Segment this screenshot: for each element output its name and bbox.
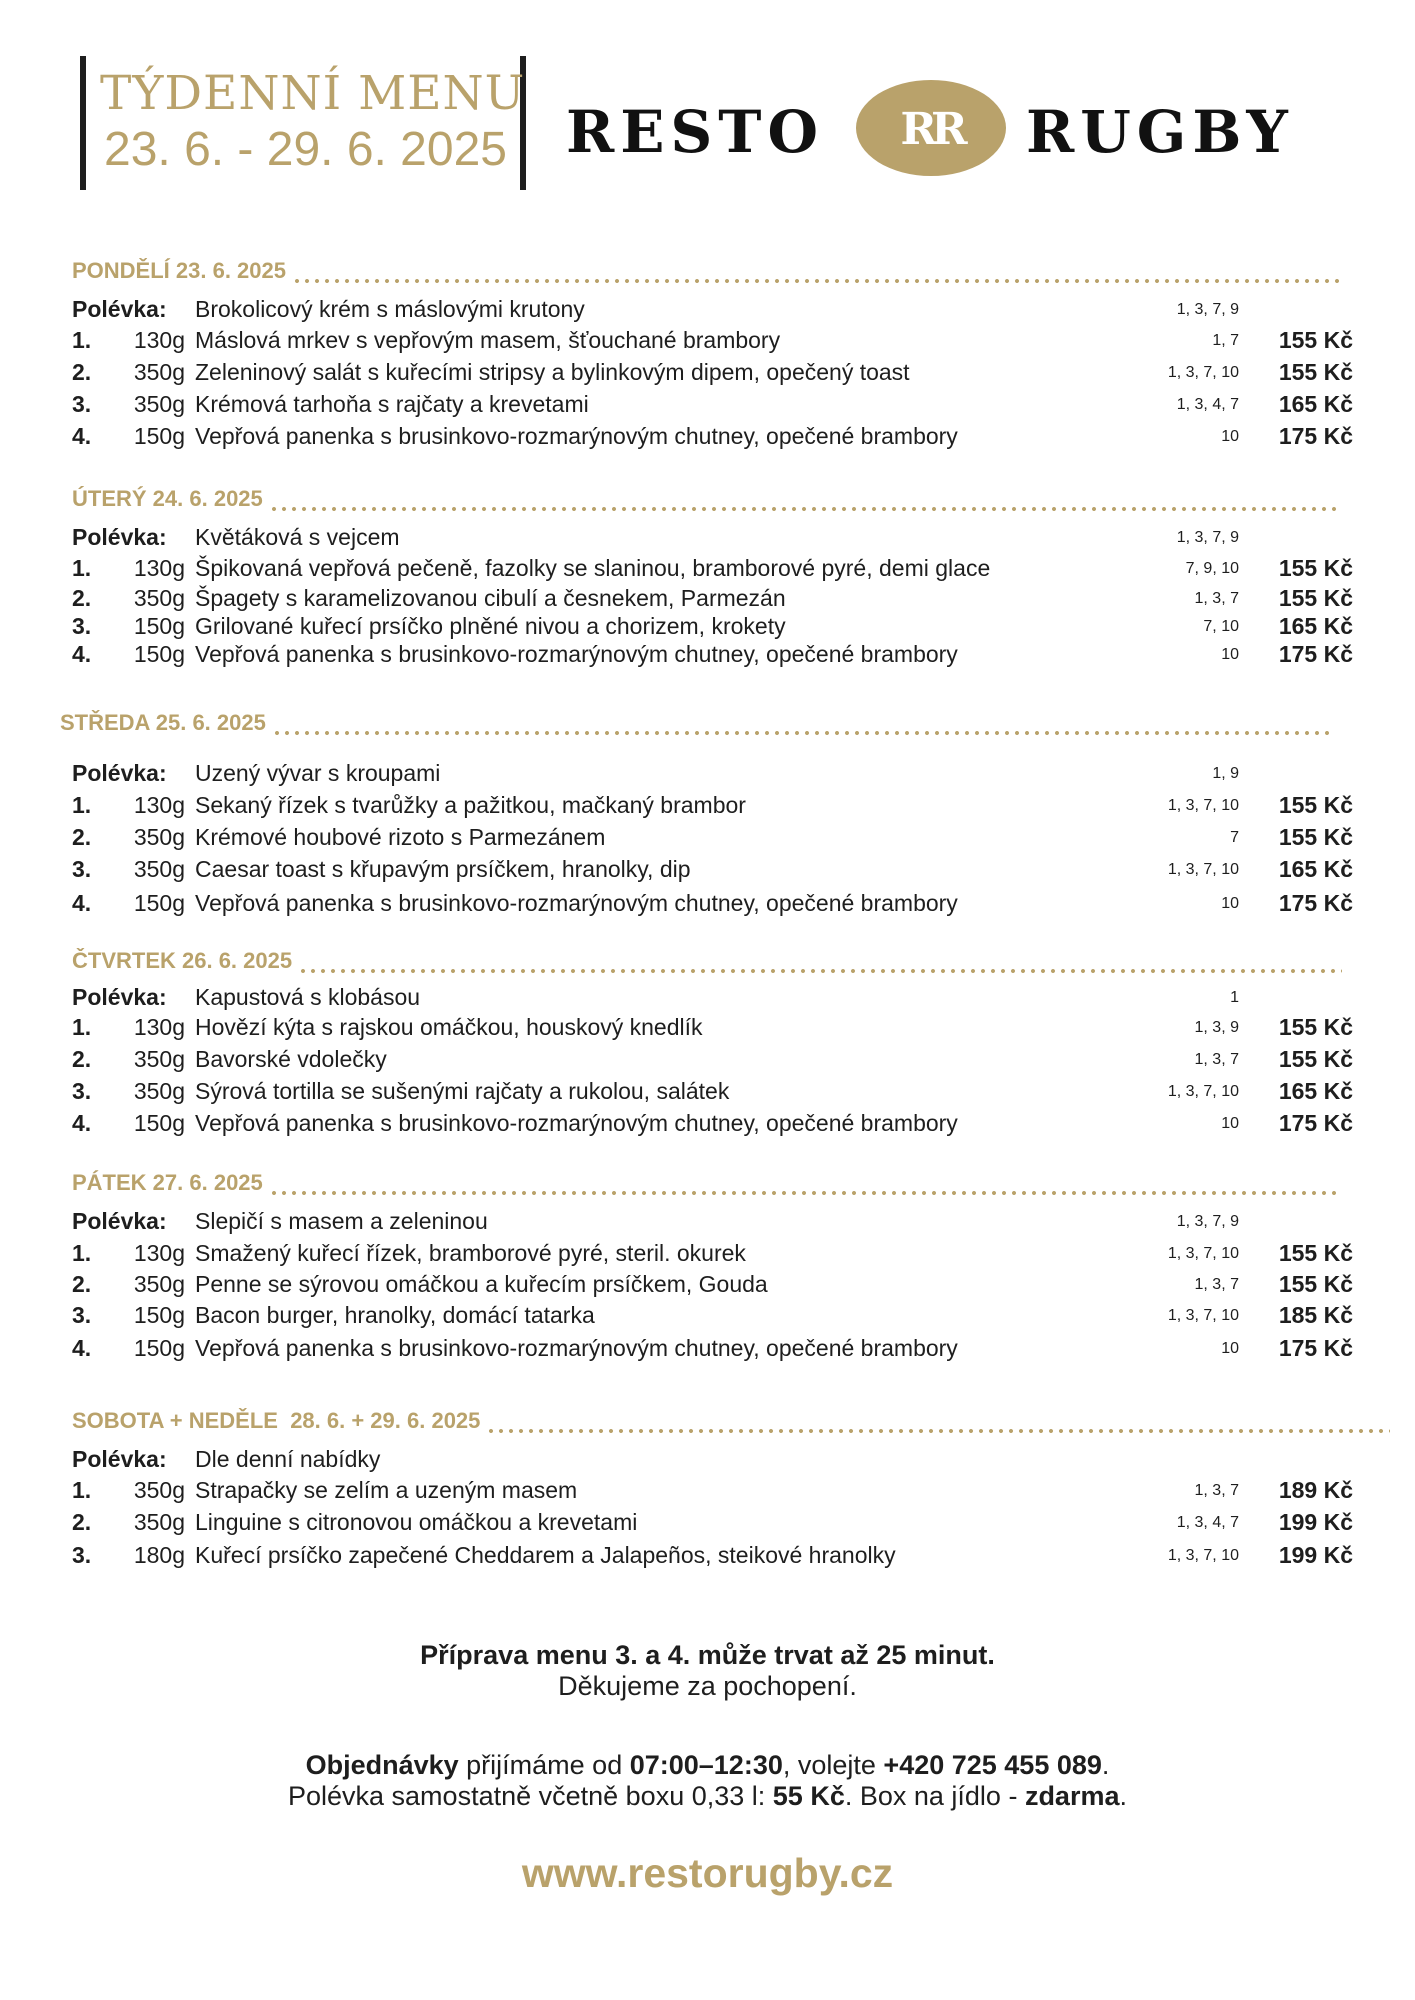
item-name: Kuřecí prsíčko zapečené Cheddarem a Jalapeños, steikové hranolky <box>195 1542 896 1568</box>
item-price: 175 Kč <box>1278 641 1353 667</box>
item-weight: 150g <box>133 1110 185 1136</box>
item-price: 175 Kč <box>1278 1110 1353 1136</box>
item-price: 155 Kč <box>1278 824 1353 850</box>
item-price: 175 Kč <box>1278 890 1353 916</box>
preparation-note <box>0 1640 1415 1702</box>
menu-title-block <box>80 56 526 190</box>
item-weight: 150g <box>133 613 185 639</box>
item-weight: 350g <box>133 1509 185 1535</box>
soup-box-text: Polévka samostatně včetně boxu 0,33 l: <box>287 1781 773 1811</box>
order-hours: 07:00–12:30 <box>629 1750 783 1780</box>
item-number: 2. <box>72 359 92 385</box>
item-weight: 350g <box>133 1046 185 1072</box>
item-weight: 130g <box>133 1240 185 1266</box>
item-number: 4. <box>72 641 92 667</box>
item-allergens: 7, 9, 10 <box>1185 560 1239 577</box>
item-name: Špikovaná vepřová pečeně, fazolky se slaninou, bramborové pyré, demi glace <box>195 555 991 581</box>
item-name: Vepřová panenka s brusinkovo-rozmarýnovým chutney, opečené brambory <box>195 1110 958 1136</box>
soup-row <box>0 296 1415 326</box>
order-label: Objednávky <box>305 1750 459 1780</box>
dotted-leader <box>272 730 1330 736</box>
item-price: 189 Kč <box>1278 1477 1353 1503</box>
soup-allergens: 1, 3, 7, 9 <box>1176 1213 1239 1230</box>
item-allergens: 1, 3, 7, 10 <box>1167 861 1239 878</box>
item-number: 4. <box>72 1110 92 1136</box>
menu-item-row <box>0 1240 1415 1270</box>
item-number: 1. <box>72 555 92 581</box>
logo-monogram: RR <box>900 104 962 155</box>
item-price: 175 Kč <box>1278 423 1353 449</box>
website-link[interactable]: www.restorugby.cz <box>521 1850 894 1896</box>
item-price: 165 Kč <box>1278 391 1353 417</box>
soup-allergens: 1, 9 <box>1212 765 1239 782</box>
soup-label: Polévka: <box>72 984 167 1010</box>
item-allergens: 1, 3, 7 <box>1194 1276 1239 1293</box>
preparation-note-bold: Příprava menu 3. a 4. může trvat až 25 minut. <box>420 1640 995 1670</box>
menu-item-row <box>0 1477 1415 1507</box>
day-title: ÚTERÝ 24. 6. 2025 <box>72 486 263 511</box>
item-name: Sekaný řízek s tvarůžky a pažitkou, mačkaný brambor <box>195 792 746 818</box>
item-name: Bacon burger, hranolky, domácí tatarka <box>195 1302 595 1328</box>
item-number: 1. <box>72 1014 92 1040</box>
day-title: PÁTEK 27. 6. 2025 <box>72 1170 263 1195</box>
item-allergens: 1, 3, 7, 10 <box>1167 1547 1239 1564</box>
menu-item-row <box>0 641 1415 671</box>
day-heading <box>72 948 1342 978</box>
menu-item-row <box>0 1542 1415 1572</box>
soup-row <box>0 984 1415 1014</box>
item-name: Krémové houbové rizoto s Parmezánem <box>195 824 606 850</box>
item-number: 2. <box>72 824 92 850</box>
item-name: Vepřová panenka s brusinkovo-rozmarýnovým chutney, opečené brambory <box>195 890 958 916</box>
item-allergens: 1, 3, 7, 10 <box>1167 1245 1239 1262</box>
day-heading <box>72 258 1342 288</box>
menu-item-row <box>0 1110 1415 1140</box>
item-weight: 150g <box>133 1335 185 1361</box>
item-number: 1. <box>72 1240 92 1266</box>
item-allergens: 10 <box>1221 895 1239 912</box>
item-number: 3. <box>72 391 92 417</box>
logo-word-right: RUGBY <box>1026 98 1294 166</box>
item-weight: 150g <box>133 1302 185 1328</box>
item-allergens: 1, 3, 7 <box>1194 1051 1239 1068</box>
menu-item-row <box>0 1335 1415 1365</box>
item-price: 165 Kč <box>1278 1078 1353 1104</box>
menu-item-row <box>0 555 1415 585</box>
item-name: Vepřová panenka s brusinkovo-rozmarýnovým chutney, opečené brambory <box>195 1335 958 1361</box>
dotted-leader <box>486 1428 1390 1434</box>
soup-label: Polévka: <box>72 760 167 786</box>
dotted-leader <box>269 1190 1342 1196</box>
item-number: 1. <box>72 1477 92 1503</box>
item-name: Vepřová panenka s brusinkovo-rozmarýnovým chutney, opečené brambory <box>195 641 958 667</box>
item-price: 155 Kč <box>1278 327 1353 353</box>
soup-name: Slepičí s masem a zeleninou <box>195 1208 488 1234</box>
item-allergens: 10 <box>1221 1115 1239 1132</box>
order-text: . <box>1101 1750 1110 1780</box>
item-weight: 350g <box>133 359 185 385</box>
item-weight: 130g <box>133 792 185 818</box>
order-text: , volejte <box>782 1750 884 1780</box>
item-name: Caesar toast s křupavým prsíčkem, hranolky, dip <box>195 856 691 882</box>
menu-item-row <box>0 1078 1415 1108</box>
item-weight: 350g <box>133 1078 185 1104</box>
item-price: 185 Kč <box>1278 1302 1353 1328</box>
soup-allergens: 1, 3, 7, 9 <box>1176 301 1239 318</box>
menu-item-row <box>0 856 1415 886</box>
item-allergens: 7 <box>1230 829 1239 846</box>
day-title: SOBOTA + NEDĚLE 28. 6. + 29. 6. 2025 <box>72 1408 481 1433</box>
item-weight: 180g <box>133 1542 185 1568</box>
soup-row <box>0 1208 1415 1238</box>
item-allergens: 1, 3, 7, 10 <box>1167 797 1239 814</box>
item-number: 2. <box>72 1509 92 1535</box>
item-allergens: 1, 3, 4, 7 <box>1176 396 1239 413</box>
item-weight: 150g <box>133 423 185 449</box>
item-weight: 350g <box>133 391 185 417</box>
item-allergens: 10 <box>1221 646 1239 663</box>
soup-allergens: 1 <box>1230 989 1239 1006</box>
item-name: Krémová tarhoňa s rajčaty a krevetami <box>195 391 589 417</box>
item-allergens: 1, 3, 7, 10 <box>1167 364 1239 381</box>
menu-item-row <box>0 824 1415 854</box>
item-number: 2. <box>72 585 92 611</box>
item-number: 2. <box>72 1046 92 1072</box>
item-price: 175 Kč <box>1278 1335 1353 1361</box>
item-weight: 130g <box>133 555 185 581</box>
item-price: 155 Kč <box>1278 359 1353 385</box>
item-price: 165 Kč <box>1278 856 1353 882</box>
item-weight: 130g <box>133 327 185 353</box>
soup-label: Polévka: <box>72 1446 167 1472</box>
logo-word-left: RESTO <box>566 98 824 166</box>
menu-item-row <box>0 1014 1415 1044</box>
item-weight: 350g <box>133 585 185 611</box>
menu-item-row <box>0 423 1415 453</box>
menu-item-row <box>0 792 1415 822</box>
order-line <box>0 1750 1415 1781</box>
menu-title: TÝDENNÍ MENU <box>100 66 526 121</box>
item-name: Grilované kuřecí prsíčko plněné nivou a chorizem, krokety <box>195 613 786 639</box>
item-name: Sýrová tortilla se sušenými rajčaty a rukolou, salátek <box>195 1078 730 1104</box>
item-allergens: 1, 3, 4, 7 <box>1176 1514 1239 1531</box>
dotted-leader <box>292 278 1342 284</box>
item-allergens: 1, 3, 7 <box>1194 1482 1239 1499</box>
soup-row <box>0 760 1415 790</box>
item-price: 155 Kč <box>1278 1014 1353 1040</box>
item-number: 4. <box>72 1335 92 1361</box>
item-price: 155 Kč <box>1278 1271 1353 1297</box>
soup-name: Brokolicový krém s máslovými krutony <box>195 296 585 322</box>
item-name: Smažený kuřecí řízek, bramborové pyré, steril. okurek <box>195 1240 746 1266</box>
item-name: Máslová mrkev s vepřovým masem, šťouchané brambory <box>195 327 781 353</box>
item-number: 3. <box>72 856 92 882</box>
item-name: Špagety s karamelizovanou cibulí a česnekem, Parmezán <box>195 585 786 611</box>
item-number: 3. <box>72 1302 92 1328</box>
menu-item-row <box>0 585 1415 615</box>
soup-row <box>0 1446 1415 1476</box>
soup-box-price: 55 Kč <box>772 1781 845 1811</box>
soup-label: Polévka: <box>72 524 167 550</box>
item-price: 199 Kč <box>1278 1542 1353 1568</box>
item-allergens: 1, 3, 7, 10 <box>1167 1307 1239 1324</box>
item-weight: 350g <box>133 1477 185 1503</box>
rugby-ball-icon <box>856 80 1006 176</box>
day-heading <box>72 1408 1390 1438</box>
dotted-leader <box>298 968 1342 974</box>
item-name: Linguine s citronovou omáčkou a krevetami <box>195 1509 638 1535</box>
day-heading <box>72 1170 1342 1200</box>
item-name: Zeleninový salát s kuřecími stripsy a bylinkovým dipem, opečený toast <box>195 359 910 385</box>
item-weight: 130g <box>133 1014 185 1040</box>
item-allergens: 1, 3, 7 <box>1194 590 1239 607</box>
phone-number: +420 725 455 089 <box>883 1750 1102 1780</box>
menu-item-row <box>0 391 1415 421</box>
item-name: Vepřová panenka s brusinkovo-rozmarýnovým chutney, opečené brambory <box>195 423 958 449</box>
box-free: zdarma <box>1024 1781 1120 1811</box>
menu-item-row <box>0 327 1415 357</box>
item-price: 155 Kč <box>1278 1240 1353 1266</box>
item-price: 165 Kč <box>1278 613 1353 639</box>
soup-name: Uzený vývar s kroupami <box>195 760 441 786</box>
day-title: STŘEDA 25. 6. 2025 <box>60 710 266 735</box>
order-info <box>0 1750 1415 1812</box>
day-title: ČTVRTEK 26. 6. 2025 <box>72 948 293 973</box>
soup-row <box>0 524 1415 554</box>
item-number: 4. <box>72 423 92 449</box>
day-heading <box>72 486 1342 516</box>
dotted-leader <box>269 506 1342 512</box>
item-number: 4. <box>72 890 92 916</box>
soup-allergens: 1, 3, 7, 9 <box>1176 529 1239 546</box>
item-number: 1. <box>72 792 92 818</box>
soup-label: Polévka: <box>72 1208 167 1234</box>
soup-box-text: . <box>1119 1781 1127 1811</box>
menu-dates: 23. 6. - 29. 6. 2025 <box>104 123 507 176</box>
order-text: přijímáme od <box>458 1750 630 1780</box>
item-allergens: 10 <box>1221 428 1239 445</box>
item-allergens: 1, 3, 9 <box>1194 1019 1239 1036</box>
item-allergens: 7, 10 <box>1203 618 1239 635</box>
item-number: 1. <box>72 327 92 353</box>
soup-box-text: . Box na jídlo - <box>844 1781 1025 1811</box>
item-price: 155 Kč <box>1278 1046 1353 1072</box>
soup-box-line <box>0 1781 1415 1812</box>
item-weight: 150g <box>133 890 185 916</box>
resto-rugby-logo <box>566 80 1326 180</box>
menu-item-row <box>0 1509 1415 1539</box>
item-price: 155 Kč <box>1278 585 1353 611</box>
item-name: Penne se sýrovou omáčkou a kuřecím prsíčkem, Gouda <box>195 1271 768 1297</box>
day-title: PONDĚLÍ 23. 6. 2025 <box>72 258 286 283</box>
thanks-note: Děkujeme za pochopení. <box>558 1671 857 1701</box>
item-weight: 350g <box>133 824 185 850</box>
item-weight: 350g <box>133 1271 185 1297</box>
item-number: 3. <box>72 613 92 639</box>
soup-label: Polévka: <box>72 296 167 322</box>
item-number: 3. <box>72 1078 92 1104</box>
menu-item-row <box>0 1302 1415 1332</box>
item-allergens: 10 <box>1221 1340 1239 1357</box>
item-number: 2. <box>72 1271 92 1297</box>
menu-item-row <box>0 1271 1415 1301</box>
menu-item-row <box>0 359 1415 389</box>
item-name: Strapačky se zelím a uzeným masem <box>195 1477 578 1503</box>
item-number: 3. <box>72 1542 92 1568</box>
menu-item-row <box>0 890 1415 920</box>
item-name: Bavorské vdolečky <box>195 1046 387 1072</box>
item-price: 155 Kč <box>1278 555 1353 581</box>
item-name: Hovězí kýta s rajskou omáčkou, houskový knedlík <box>195 1014 703 1040</box>
soup-name: Květáková s vejcem <box>195 524 400 550</box>
soup-name: Kapustová s klobásou <box>195 984 421 1010</box>
day-heading <box>60 710 1330 740</box>
item-price: 199 Kč <box>1278 1509 1353 1535</box>
item-weight: 150g <box>133 641 185 667</box>
item-allergens: 1, 3, 7, 10 <box>1167 1083 1239 1100</box>
soup-name: Dle denní nabídky <box>195 1446 381 1472</box>
item-price: 155 Kč <box>1278 792 1353 818</box>
menu-item-row <box>0 1046 1415 1076</box>
item-allergens: 1, 7 <box>1212 332 1239 349</box>
menu-item-row <box>0 613 1415 643</box>
item-weight: 350g <box>133 856 185 882</box>
